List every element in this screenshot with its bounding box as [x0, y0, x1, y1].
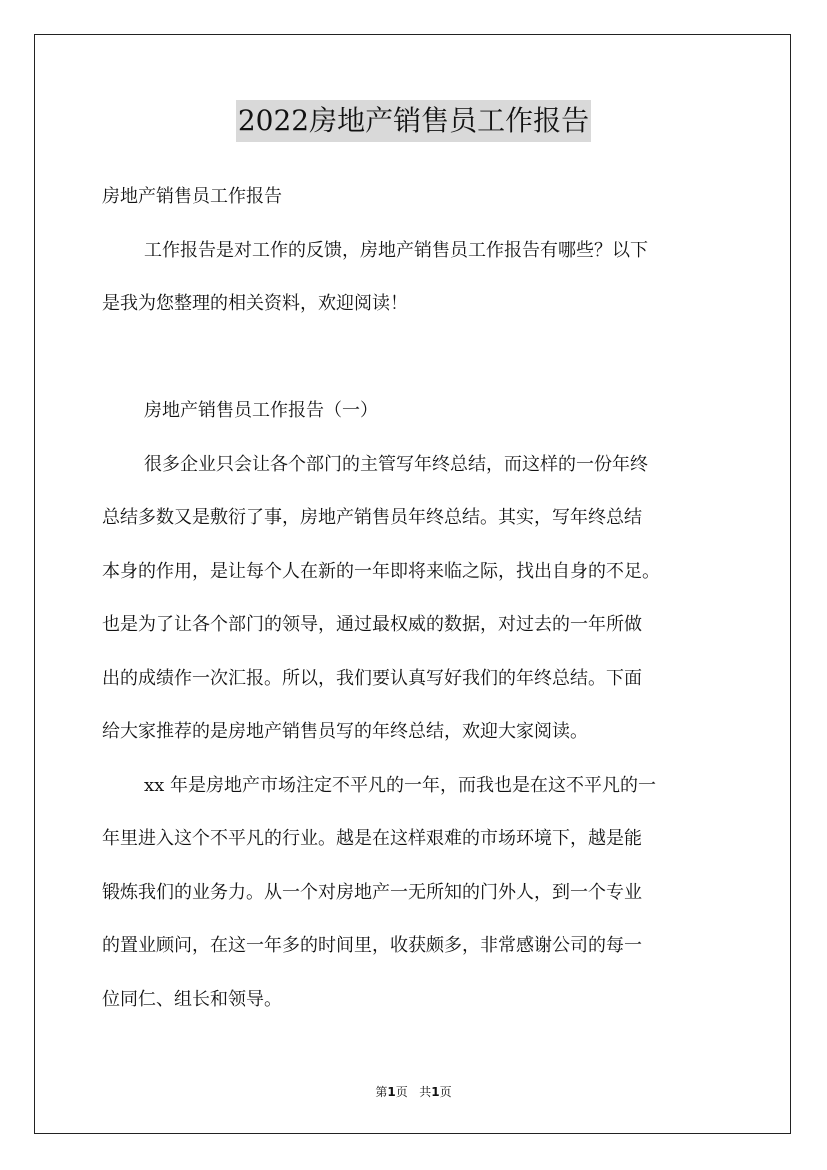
total-prefix: 共 — [419, 1085, 432, 1099]
paragraph-line: 的置业顾问，在这一年多的时间里，收获颇多，非常感谢公司的每一 — [102, 935, 642, 956]
total-suffix: 页 — [439, 1085, 452, 1099]
paragraph-line: 总结多数又是敷衍了事，房地产销售员年终总结。其实，写年终总结 — [102, 507, 642, 528]
paragraph-line: 出的成绩作一次汇报。所以，我们要认真写好我们的年终总结。下面 — [102, 667, 642, 689]
paragraph-line: 年里进入这个不平凡的行业。越是在这样艰难的市场环境下，越是能 — [102, 828, 642, 849]
page-suffix: 页 — [395, 1085, 408, 1099]
intro-line: 工作报告是对工作的反馈，房地产销售员工作报告有哪些？以下 — [144, 239, 648, 261]
paragraph-line: 很多企业只会让各个部门的主管写年终总结，而这样的一份年终 — [144, 453, 648, 475]
document-title: 2022房地产销售员工作报告 — [236, 100, 591, 142]
paragraph-line: 给大家推荐的是房地产销售员写的年终总结，欢迎大家阅读。 — [102, 721, 588, 742]
document-body — [102, 170, 732, 1026]
paragraph-line: 锻炼我们的业务力。从一个对房地产一无所知的门外人，到一个专业 — [102, 881, 642, 903]
blank-line — [102, 331, 732, 385]
total-number: 1 — [431, 1085, 440, 1099]
title-container — [0, 100, 827, 142]
paragraph-line: 本身的作用，是让每个人在新的一年即将来临之际，找出自身的不足。 — [102, 560, 660, 582]
page-prefix: 第 — [375, 1085, 388, 1099]
page-number: 1 — [387, 1085, 396, 1099]
intro-line: 是我为您整理的相关资料，欢迎阅读！ — [102, 293, 408, 314]
page-footer — [0, 1083, 827, 1100]
paragraph-line: 位同仁、组长和领导。 — [102, 988, 282, 1010]
paragraph-line: xx 年是房地产市场注定不平凡的一年，而我也是在这不平凡的一 — [144, 774, 657, 796]
section-heading: 房地产销售员工作报告（一） — [144, 400, 378, 421]
subtitle: 房地产销售员工作报告 — [102, 186, 282, 207]
paragraph-line: 也是为了让各个部门的领导，通过最权威的数据，对过去的一年所做 — [102, 614, 642, 635]
